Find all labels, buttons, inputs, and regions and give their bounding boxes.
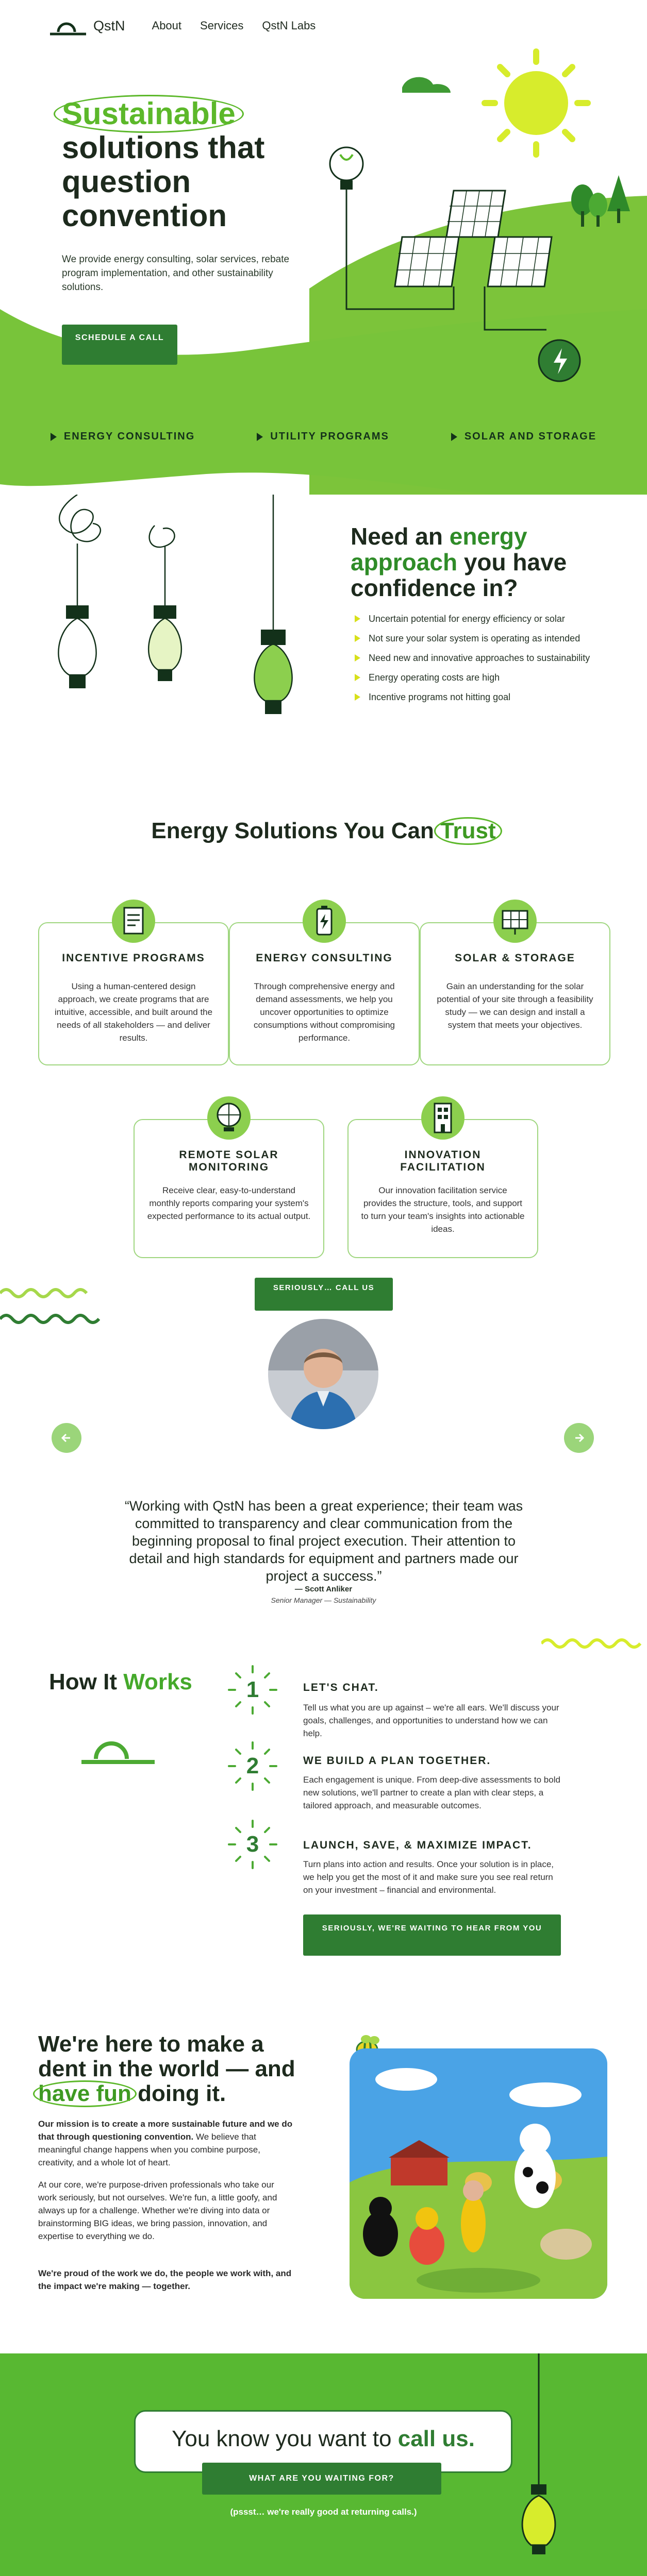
- list-item-label: Incentive programs not hitting goal: [369, 691, 511, 702]
- solar-panel-icon: [491, 897, 539, 945]
- list-item-label: Not sure your solar system is operating as intended: [369, 633, 580, 643]
- arrow-right-icon: [564, 1423, 594, 1453]
- link-solar-storage[interactable]: [451, 431, 596, 443]
- about-title-b: and: [255, 2056, 295, 2081]
- about-title-accent: have fun: [38, 2081, 131, 2106]
- person-photo: [268, 1319, 378, 1429]
- card-solar-storage[interactable]: [420, 922, 610, 1065]
- hero-title: [62, 97, 351, 233]
- step-3-title: LAUNCH, SAVE, & MAXIMIZE IMPACT.: [303, 1839, 532, 1851]
- triangle-icon: [51, 433, 57, 441]
- card-text: Through comprehensive energy and demand assessments, we help you uncover opportunities to optimize consumptions without compromising performance.: [253, 981, 395, 1043]
- triangle-icon: [355, 654, 360, 662]
- document-icon: [110, 897, 157, 945]
- about-paragraph-1: [38, 2117, 293, 2169]
- pain-points-list: [355, 609, 623, 707]
- step-3-text: Turn plans into action and results. Once your solution is in place, we help you get the most of it and make sure you see real return on your investment – financial and environmental.: [303, 1859, 554, 1895]
- triangle-icon: [451, 433, 457, 441]
- list-item-label: Uncertain potential for energy efficiency or solar: [369, 613, 565, 624]
- testimonial-role: Senior Manager — Sustainability: [271, 1596, 376, 1604]
- about-section: [0, 1989, 647, 2360]
- nav-services[interactable]: Services: [200, 19, 244, 32]
- how-title-accent: Works: [123, 1669, 192, 1694]
- triangle-icon: [355, 635, 360, 642]
- step-1-number: 1: [246, 1677, 259, 1702]
- card-title: REMOTE SOLAR MONITORING: [179, 1149, 279, 1173]
- what-are-you-waiting-for-button[interactable]: WHAT ARE YOU WAITING FOR?: [202, 2463, 441, 2495]
- about-p1-rest: We believe that meaningful change happens when you combine purpose, creativity, and a whole lot of heart.: [38, 2132, 260, 2167]
- card-title: ENERGY CONSULTING: [256, 952, 393, 964]
- qstn-logo-mark-large: [77, 1721, 160, 1772]
- card-innovation-facilitation[interactable]: [347, 1119, 538, 1258]
- link-label: ENERGY CONSULTING: [63, 431, 195, 442]
- card-remote-solar-monitoring[interactable]: [134, 1119, 324, 1258]
- step-2-text: Each engagement is unique. From deep-dive assessments to bold new solutions, we'll partner to create a plan with clear steps, a tailored approach, and measurable outcomes.: [303, 1775, 560, 1810]
- main-nav: [152, 19, 316, 32]
- link-utility-programs[interactable]: [257, 431, 389, 443]
- about-title: [38, 2032, 296, 2106]
- step-2-number: 2: [246, 1753, 259, 1778]
- list-item: [355, 648, 623, 668]
- waiting-to-hear-button[interactable]: SERIOUSLY, WE'RE WAITING TO HEAR FROM YOU: [303, 1914, 561, 1956]
- call-text-pre: You know you want to: [172, 2426, 398, 2451]
- testimonial-quote: “Working with QstN has been a great experience; their team was committed to transparency and clear communication from the beginning proposal to final project execution. Their attention to detail and high standards for equipment and partners made our project a success.”: [124, 1498, 523, 1584]
- list-item: [355, 687, 623, 707]
- hanging-bulb-illustration: [505, 2353, 572, 2560]
- list-item-label: Energy operating costs are high: [369, 672, 500, 683]
- list-item-label: Need new and innovative approaches to sustainability: [369, 652, 590, 663]
- need-title-post: you have confidence in?: [351, 549, 567, 601]
- step-3-number: 3: [246, 1832, 259, 1857]
- hero-section: [0, 0, 647, 495]
- team-photo-illustration: [350, 2048, 607, 2299]
- solar-globe-icon: [205, 1094, 253, 1142]
- call-us-note: (pssst… we're really good at returning calls.): [230, 2507, 417, 2517]
- step-3-icon: [227, 1819, 278, 1870]
- service-links: [0, 431, 647, 443]
- about-paragraph-2: At our core, we're purpose-driven professionals who take our work seriously, but not ourselves. We're fun, a little goofy, and always up for a challenge. Whether we're diving into data or brainstorming BIG ideas, we bring passion, innovation, and expertise to everything we do.: [38, 2180, 277, 2241]
- step-1-text: Tell us what you are up against – we're all ears. We'll discuss your goals, challenges, and opportunities to understand how we can help.: [303, 1703, 559, 1738]
- list-item: [355, 629, 623, 648]
- team-costume-photo: [350, 2048, 607, 2299]
- about-title-c: doing it.: [131, 2081, 226, 2106]
- next-arrow-button[interactable]: [564, 1423, 594, 1453]
- card-energy-consulting[interactable]: [229, 922, 420, 1065]
- how-title-pre: How It: [49, 1669, 124, 1694]
- triangle-icon: [257, 433, 263, 441]
- card-title: INCENTIVE PROGRAMS: [62, 952, 205, 964]
- need-section: [0, 495, 647, 804]
- link-energy-consulting[interactable]: [51, 431, 195, 443]
- testimonial-author: — Scott Anliker: [294, 1585, 353, 1594]
- solutions-title-accent: Trust: [440, 818, 496, 843]
- card-text: Using a human-centered design approach, we create programs that are intuitive, accessible, and built around the needs of all stakeholders — and deliver results.: [54, 981, 213, 1043]
- step-1-icon: [227, 1664, 278, 1716]
- hero-title-accent: Sustainable: [62, 96, 236, 131]
- solutions-title: [0, 818, 647, 844]
- site-header: [0, 0, 647, 52]
- previous-arrow-button[interactable]: [52, 1423, 81, 1453]
- card-text: Our innovation facilitation service provides the structure, tools, and support to turn your team's insights into actionable ideas.: [361, 1185, 525, 1234]
- battery-icon: [301, 897, 348, 945]
- triangle-icon: [355, 615, 360, 622]
- brand-name: QstN: [93, 18, 125, 33]
- about-title-a: We're here to make a dent in the world —: [38, 2031, 264, 2081]
- need-title-accent: energy approach: [351, 523, 527, 575]
- lightbulbs-illustration: [31, 495, 320, 737]
- list-item: [355, 668, 623, 687]
- card-title: INNOVATION FACILITATION: [400, 1149, 486, 1173]
- hero-subtitle: We provide energy consulting, solar services, rebate program implementation, and other sustainability solutions.: [62, 254, 290, 293]
- building-icon: [419, 1094, 467, 1142]
- seriously-call-us-button[interactable]: SERIOUSLY… CALL US: [255, 1278, 393, 1311]
- call-text-accent: call us.: [397, 2426, 475, 2451]
- hero-illustration: [0, 0, 647, 495]
- qstn-logo-mark: [49, 11, 88, 40]
- link-label: UTILITY PROGRAMS: [270, 431, 389, 442]
- solutions-title-bold: Energy Solutions: [151, 818, 338, 843]
- qstn-logo[interactable]: [49, 11, 125, 40]
- link-label: SOLAR AND STORAGE: [464, 431, 597, 442]
- card-text: Gain an understanding for the solar potential of your site through a feasibility study — we can design and install a system that meets your objectives.: [437, 981, 593, 1030]
- card-text: Receive clear, easy-to-understand monthly reports comparing your system's expected performance to its actual output.: [147, 1185, 311, 1221]
- how-it-works-section: [0, 1638, 647, 1968]
- solutions-title-mid: You Can: [338, 818, 441, 843]
- step-1-title: LET'S CHAT.: [303, 1682, 379, 1693]
- nav-qstn-labs[interactable]: QstN Labs: [262, 19, 316, 32]
- testimonial-section: [0, 1309, 647, 1638]
- card-incentive-programs[interactable]: [38, 922, 229, 1065]
- nav-about[interactable]: About: [152, 19, 182, 32]
- arrow-left-icon: [52, 1423, 81, 1453]
- triangle-icon: [355, 693, 360, 701]
- triangle-icon: [355, 674, 360, 681]
- need-title-pre: Need an: [351, 523, 450, 550]
- need-title: [351, 523, 619, 601]
- about-p1-bold: Our mission is to create a more sustainable future and we do that through questioning convention.: [38, 2119, 293, 2142]
- list-item: [355, 609, 623, 629]
- about-paragraph-3: We're proud of the work we do, the people we work with, and the impact we're making — together.: [38, 2268, 292, 2291]
- testimonial-photo: [268, 1319, 378, 1429]
- card-title: SOLAR & STORAGE: [455, 952, 575, 964]
- how-it-works-title: [49, 1669, 192, 1695]
- schedule-call-button[interactable]: SCHEDULE A CALL: [62, 325, 177, 365]
- step-2-title: WE BUILD A PLAN TOGETHER.: [303, 1755, 491, 1767]
- solutions-section: [0, 804, 647, 1309]
- hero-title-rest: solutions that question convention: [62, 130, 265, 233]
- call-us-section: [0, 2353, 647, 2576]
- step-2-icon: [227, 1740, 278, 1792]
